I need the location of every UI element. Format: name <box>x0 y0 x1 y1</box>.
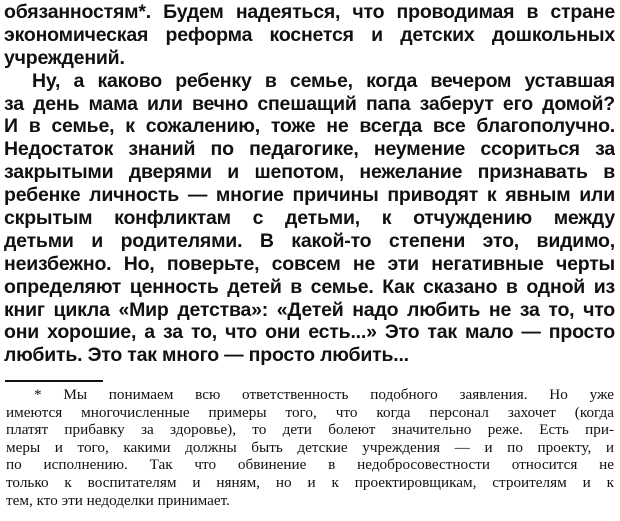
footnote-line: тем, кто эти недоделки принимает. <box>6 491 230 509</box>
footnote-divider <box>5 380 103 382</box>
footnote-line: имеются многочисленные примеры того, что когда персонал захочет (когда <box>6 403 614 421</box>
footnote-line: по исполнению. Так что обвинение в недобросовестности относится не <box>6 456 614 474</box>
text-line: ребенке личность — многие причины приводят к явным или <box>4 184 615 207</box>
footnote-line: * Мы понимаем всю ответственность подобного заявления. Но уже <box>34 386 614 403</box>
text-line: определяют ценность детей в семье. Как сказано в одной из <box>4 275 615 298</box>
text-line: за день мама или вечно спешащий папа заберут его домой? <box>4 92 615 115</box>
text-line: обязанностям*. Будем надеяться, что проводимая в стране <box>4 1 615 23</box>
text-line: неизбежно. Но, поверьте, совсем не эти негативные черты <box>4 252 615 275</box>
footnote-line: меры и того, какими должны быть детские учреждения — и по проекту, и <box>6 438 614 456</box>
footnote-line: платят прибавку за здоровье), то дети болеют значительно реже. Есть при- <box>6 421 614 439</box>
text-line: Ну, а каково ребенку в семье, когда вечером уставшая <box>32 69 615 92</box>
text-line: закрытыми дверями и шепотом, нежелание признавать в <box>4 161 615 184</box>
text-line: учреждений. <box>4 46 125 69</box>
text-line: любить. Это так много — просто любить... <box>4 344 409 367</box>
text-line: И в семье, к сожалению, тоже не всегда все благополучно. <box>4 115 615 138</box>
text-line: они хорошие, а за то, что они есть...» Это так мало — просто <box>4 321 615 344</box>
text-line: скрытым конфликтам с детьми, к отчуждению между <box>4 207 615 230</box>
body-text <box>4 1 615 367</box>
text-line: экономическая реформа коснется и детских дошкольных <box>4 23 615 46</box>
text-line: Недостаток знаний по педагогике, неумение ссориться за <box>4 138 615 161</box>
text-line: книг цикла «Мир детства»: «Детей надо любить не за то, что <box>4 298 615 321</box>
text-line: детьми и родителями. В какой-то степени это, видимо, <box>4 229 615 252</box>
footnote-line: только к воспитателям и няням, но и к проектировщикам, строителям и к <box>6 473 614 491</box>
footnote <box>6 386 614 509</box>
